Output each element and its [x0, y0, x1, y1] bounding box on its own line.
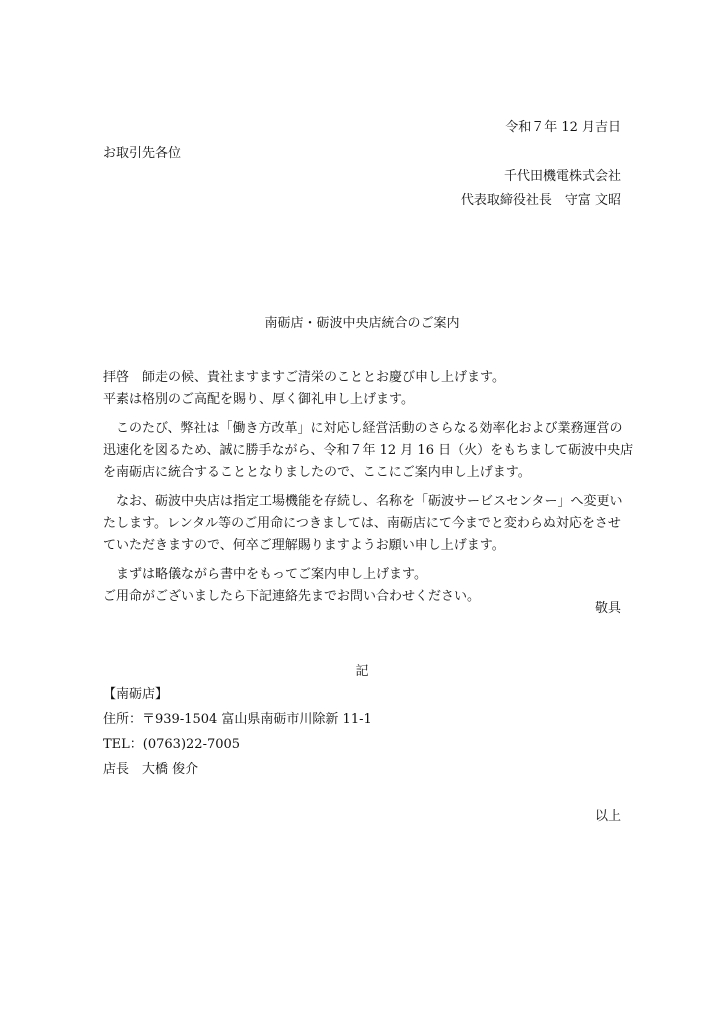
ijou: 以上 — [594, 809, 621, 824]
paragraph-merger-line-3: を南砺店に統合することとなりましたので、ここにご案内申し上げます。 — [103, 465, 531, 480]
letter-title: 南砺店・砺波中央店統合のご案内 — [264, 316, 460, 331]
signatory: 代表取締役社長 守富 文昭 — [460, 193, 621, 208]
closing-line-1: まずは略儀ながら書中をもってご案内申し上げます。 — [116, 567, 427, 582]
greeting-paragraph — [103, 367, 623, 411]
greeting-line-1: 拝啓 師走の候、貴社ますますご清栄のこととお慶び申し上げます。 — [103, 370, 505, 385]
paragraph-service-center-line-1: なお、砺波中央店は指定工場機能を存続し、名称を「砺波サービスセンター」へ変更い — [116, 494, 623, 509]
ki-heading: 記 — [355, 664, 369, 679]
closing-line-2: ご用命がございましたら下記連絡先までお問い合わせください。 — [103, 589, 481, 604]
paragraph-service-center — [103, 491, 623, 557]
store-manager: 店長 大橋 俊介 — [103, 762, 199, 777]
store-tel: TEL：(0763)22-7005 — [103, 737, 241, 752]
paragraph-service-center-line-2: たします。レンタル等のご用命につきましては、南砺店にて今までと変わらぬ対応をさせ — [103, 516, 621, 531]
keigu: 敬具 — [594, 601, 621, 616]
recipient: お取引先各位 — [103, 146, 182, 161]
store-heading: 【南砺店】 — [103, 687, 169, 702]
company-name: 千代田機電株式会社 — [503, 169, 621, 184]
closing-paragraph — [103, 564, 623, 608]
paragraph-service-center-line-3: ていただきますので、何卒ご理解賜りますようお願い申し上げます。 — [103, 538, 505, 553]
greeting-line-2: 平素は格別のご高配を賜り、厚く御礼申し上げます。 — [103, 392, 414, 407]
letter-date: 令和７年 12 月吉日 — [505, 120, 621, 135]
paragraph-merger — [103, 418, 634, 484]
store-address: 住所：〒939-1504 富山県南砺市川除新 11-1 — [103, 712, 372, 727]
paragraph-merger-line-1: このたび、弊社は「働き方改革」に対応し経営活動のさらなる効率化および業務運営の — [116, 421, 623, 436]
paragraph-merger-line-2: 迅速化を図るため、誠に勝手ながら、令和７年 12 月 16 日（火）をもちまして砺波中央店 — [103, 443, 634, 458]
